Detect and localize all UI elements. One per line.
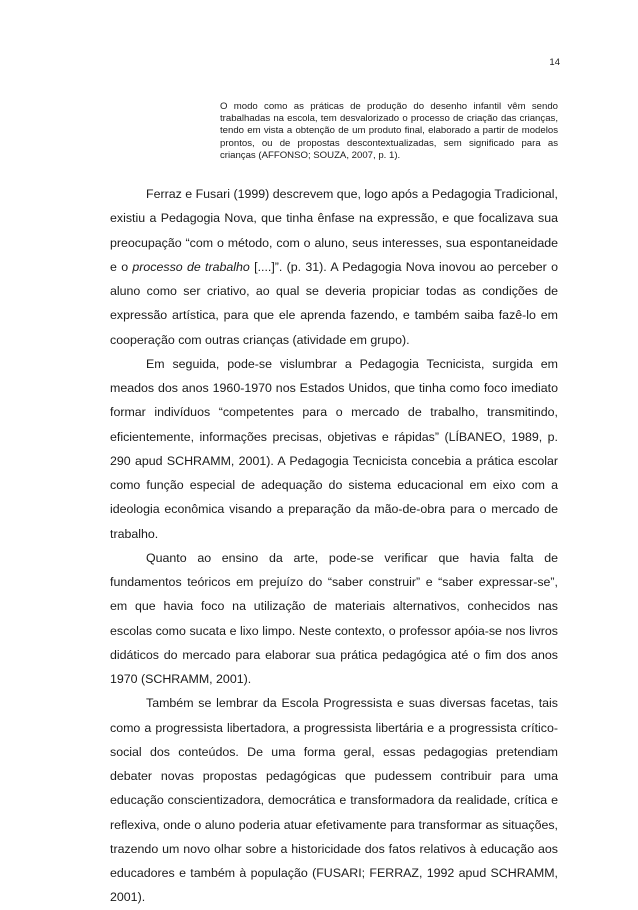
paragraph-2: Em seguida, pode-se vislumbrar a Pedagogia Tecnicista, surgida em meados dos anos 1960-1970 nos Estados Unidos, que tinha como foco imediato formar indivíduos “competentes para o mercado de trabalho, transmitindo, eficientemente, informações precisas, objetivas e rápidas” (LÍBANEO, 1989, p. 290 apud SCHRAMM, 2001). A Pedagogia Tecnicista concebia a prática escolar como função especial de adequação do sistema educacional em eixo com a ideologia econômica visando a preparação da mão-de-obra para o mercado de trabalho. xyxy=(110,356,558,541)
block-quote: O modo como as práticas de produção do desenho infantil vêm sendo trabalhadas na escola, tem desvalorizado o processo de criação das crianças, tendo em vista a obtenção de um produto final, elaborado a partir de modelos prontos, ou de propostas descontextualizadas, sem significado para as crianças (AFFONSO; SOUZA, 2007, p. 1). xyxy=(220,101,558,161)
paragraph-1-text-start: Ferraz e Fusari (1999) descrevem que, logo após a Pedagogia Tradicional, existiu a Pedagogia Nova, que tinha ênfase na expressão, e que focalizava sua preocupação “com o método, com o aluno, seus interesses, sua espontaneidade e o xyxy=(110,187,558,274)
paragraph-1 xyxy=(110,182,558,352)
italic-term: processo de trabalho xyxy=(132,259,250,274)
paragraph-1-text-end: [....]”. (p. 31). A Pedagogia Nova inovou ao perceber o aluno como ser criativo, ao qual se deveria propiciar todas as condições de expressão artística, para que ele aprenda fazendo, e também saiba fazê-lo em cooperação com outras crianças (atividade em grupo). xyxy=(110,259,559,347)
paragraph-4: Também se lembrar da Escola Progressista e suas diversas facetas, tais como a progressista libertadora, a progressista libertária e a progressista crítico-social dos conteúdos. De uma forma geral, essas pedagogias pretendiam debater novas propostas pedagógicas que pudessem contribuir para uma educação conscientizadora, democrática e transformadora da realidade, crítica e reflexiva, onde o aluno poderia atuar efetivamente para transformar as situações, trazendo um novo olhar sobre a historicidade dos fatos relativos à educação aos educadores e também à população (FUSARI; FERRAZ, 1992 apud SCHRAMM, 2001). xyxy=(110,696,558,905)
page-number: 14 xyxy=(549,57,560,68)
body-text xyxy=(110,182,558,910)
paragraph-3: Quanto ao ensino da arte, pode-se verificar que havia falta de fundamentos teóricos em prejuízo do “saber construir” e “saber expressar-se”, em que havia foco na utilização de materiais alternativos, conhecidos nas escolas como sucata e lixo limpo. Neste contexto, o professor apóia-se nos livros didáticos do mercado para elaborar sua prática pedagógica até o fim dos anos 1970 (SCHRAMM, 2001). xyxy=(110,550,558,686)
